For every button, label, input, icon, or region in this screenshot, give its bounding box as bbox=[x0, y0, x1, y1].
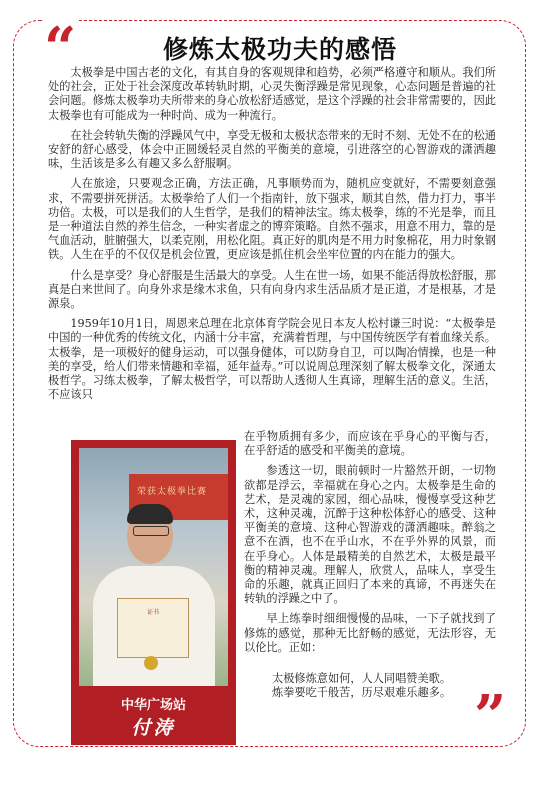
side-text bbox=[244, 430, 496, 661]
paragraph: 1959年10月1日，周恩来总理在北京体育学院会见日本友人松村谦三时说：“太极拳是中国的一种优秀的传统文化，内涵十分丰富，充满着哲理，与中国传统医学有着血缘关系。太极拳，是一项极好的健身运动，可以强身健体，可以防身自卫，可以陶冶情操，也是一种美的享受，给人们带来情趣和幸福，延年益寿。”可以说周总理深刻了解太极拳文化，深通太极哲学。习练太极拳，了解太极哲学，可以帮助人透彻人生真谛，理解生活的意义。生活，不应该只 bbox=[48, 317, 496, 402]
author-name: 付涛 bbox=[131, 717, 176, 739]
close-quote-mark: ” bbox=[474, 683, 507, 749]
paragraph: 在乎物质拥有多少，而应该在乎身心的平衡与否，在乎舒适的感受和平衡美的意境。 bbox=[244, 430, 496, 458]
certificate bbox=[117, 598, 189, 658]
station-caption: 中华广场站 bbox=[120, 698, 186, 713]
certificate-title: 证书 bbox=[146, 609, 159, 616]
paragraph: 什么是享受？身心舒服是生活最大的享受。人生在世一场，如果不能活得放松舒服，那真是白来世间了。向身外求是缘木求鱼，只有向身内求生活品质才是正道，才是根基，才是源泉。 bbox=[48, 268, 496, 311]
article-body bbox=[48, 66, 496, 408]
open-quote-mark: “ bbox=[44, 15, 77, 81]
glasses bbox=[133, 526, 169, 536]
banner-text: 荣获太极拳比赛 bbox=[137, 487, 208, 497]
medal-icon bbox=[144, 656, 158, 670]
paragraph: 参透这一切，眼前顿时一片豁然开朗，一切物欲都是浮云，幸福就在身心之内。太极拳是生命的艺术，是灵魂的家园，细心品味，慢慢享受这种艺术，这种灵魂，沉醉于这种松体舒心的感受、这种平衡美的意境、这种心智游戏的潇洒趣味。醉翁之意不在酒，也不在乎山水，不在乎外界的风景，而在乎身心。人体是最精美的自然艺术，太极是最平衡的精神灵魂。理解人，欣赏人，品味人，享受生命的乐趣，就真正回归了本来的真谛，不再迷失在转轨的浮躁之中了。 bbox=[244, 464, 496, 606]
article-title: 修炼太极功夫的感悟 bbox=[162, 35, 397, 64]
poem-line: 太极修炼意如何，人人同唱赞美歌。 bbox=[272, 672, 452, 685]
paragraph: 太极拳是中国古老的文化，有其自身的客观规律和趋势，必须严格遵守和顺从。我们所处的社会，正处于社会深度改革转轨时期，心灵失衡浮躁是常见现象，心态问题是普遍的社会问题。修炼太极拳功夫所带来的身心放松舒适感觉，是这个浮躁的社会非常需要的，因此太极拳也有可能成为一种时尚、成为一种流行。 bbox=[48, 66, 496, 122]
paragraph: 在社会转轨失衡的浮躁风气中，享受无极和太极状态带来的无时不刻、无处不在的松通安舒的舒心感受，体会中正圆缓轻灵自然的平衡美的意境，引进落空的心智游戏的潇洒趣味，生活该是多么有趣又多么舒服啊。 bbox=[48, 128, 496, 171]
person-hair bbox=[127, 504, 173, 524]
poem-line: 炼拳要吃千般苦，历尽艰难乐趣多。 bbox=[272, 686, 452, 700]
author-photo bbox=[79, 448, 228, 686]
poem bbox=[272, 672, 451, 700]
paragraph: 早上练拳时细细慢慢的品味，一下子就找到了修炼的感觉，那种无比舒畅的感觉，无法形容，无以伦比。正如： bbox=[244, 612, 496, 654]
author-photo-card bbox=[71, 440, 236, 745]
paragraph: 人在旅途，只要观念正确，方法正确，凡事顺势而为，随机应变就好，不需要刻意强求，不需要拼死拼活。太极拳给了人们一个指南针，放下强求，顺其自然，借力打力，事半功倍。太极，可以是我们的人生哲学，是我们的精神法宝。练太极拳，练的不光是拳，而且是一种道法自然的养生信念，一种实者虚之的博弈策略。自然不强求，用意不用力，靠的是气血活动，脏腑强大，以柔克刚，用松化阻。真正好的肌肉是不用力时象棉花，用力时象钢铁。人生在乎的不仅仅是机会位置，更应该是抓住机会坐牢位置的内在能力的强大。 bbox=[48, 177, 496, 262]
